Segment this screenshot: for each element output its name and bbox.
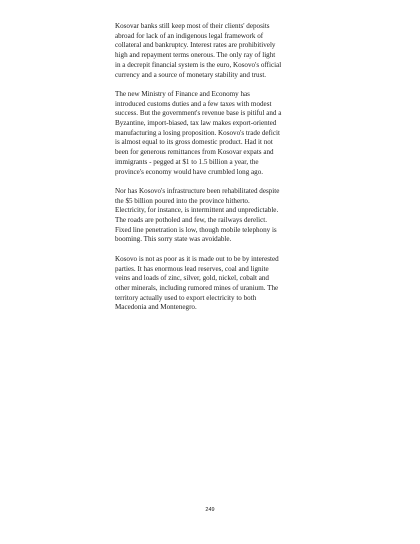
text-line: introduced customs duties and a few taxes with modest (115, 99, 272, 108)
paragraph-banking (115, 22, 315, 80)
paragraph-resources (115, 255, 315, 313)
paragraph-finance-ministry (115, 90, 315, 177)
body-text (115, 22, 315, 313)
text-line: Nor has Kosovo's infrastructure been rehabilitated despite (115, 186, 280, 195)
text-line: province's economy would have crumbled long ago. (115, 167, 264, 176)
text-line: veins and loads of zinc, silver, gold, nickel, cobalt and (115, 274, 269, 283)
text-line: Macedonia and Montenegro. (115, 303, 197, 312)
text-line: The new Ministry of Finance and Economy has (115, 89, 250, 98)
text-line: the $5 billion poured into the province hitherto. (115, 196, 250, 205)
text-line: high and repayment terms onerous. The only ray of light (115, 51, 276, 60)
page-number: 249 (205, 507, 215, 513)
text-line: abroad for lack of an indigenous legal framework of (115, 31, 264, 40)
text-line: success. But the government's revenue base is pitiful and a (115, 109, 282, 118)
paragraph-infrastructure (115, 187, 315, 245)
text-line: in a decrepit financial system is the euro, Kosovo's official (115, 60, 282, 69)
text-line: collateral and bankruptcy. Interest rates are prohibitively (115, 41, 276, 50)
text-line: Fixed line penetration is low, though mobile telephony is (115, 225, 277, 234)
text-line: parties. It has enormous lead reserves, coal and lignite (115, 264, 269, 273)
text-line: Byzantine, import-biased, tax law makes export-oriented (115, 119, 277, 128)
text-line: currency and a source of monetary stability and trust. (115, 70, 267, 79)
text-line: manufacturing a losing proposition. Kosovo's trade deficit (115, 128, 280, 137)
text-line: other minerals, including rumored mines of uranium. The (115, 283, 279, 292)
text-line: The roads are potholed and few, the railways derelict. (115, 216, 267, 225)
text-line: booming. This sorry state was avoidable. (115, 235, 232, 244)
text-line: is almost equal to its gross domestic product. Had it not (115, 138, 273, 147)
text-line: territory actually used to export electricity to both (115, 293, 257, 302)
text-line: been for generous remittances from Kosovar expats and (115, 148, 274, 157)
text-line: Kosovo is not as poor as it is made out to be by interested (115, 254, 279, 263)
text-line: Kosovar banks still keep most of their clients' deposits (115, 22, 270, 30)
text-line: Electricity, for instance, is intermittent and unpredictable. (115, 206, 279, 215)
text-line: immigrants - pegged at $1 to 1.5 billion a year, the (115, 157, 259, 166)
